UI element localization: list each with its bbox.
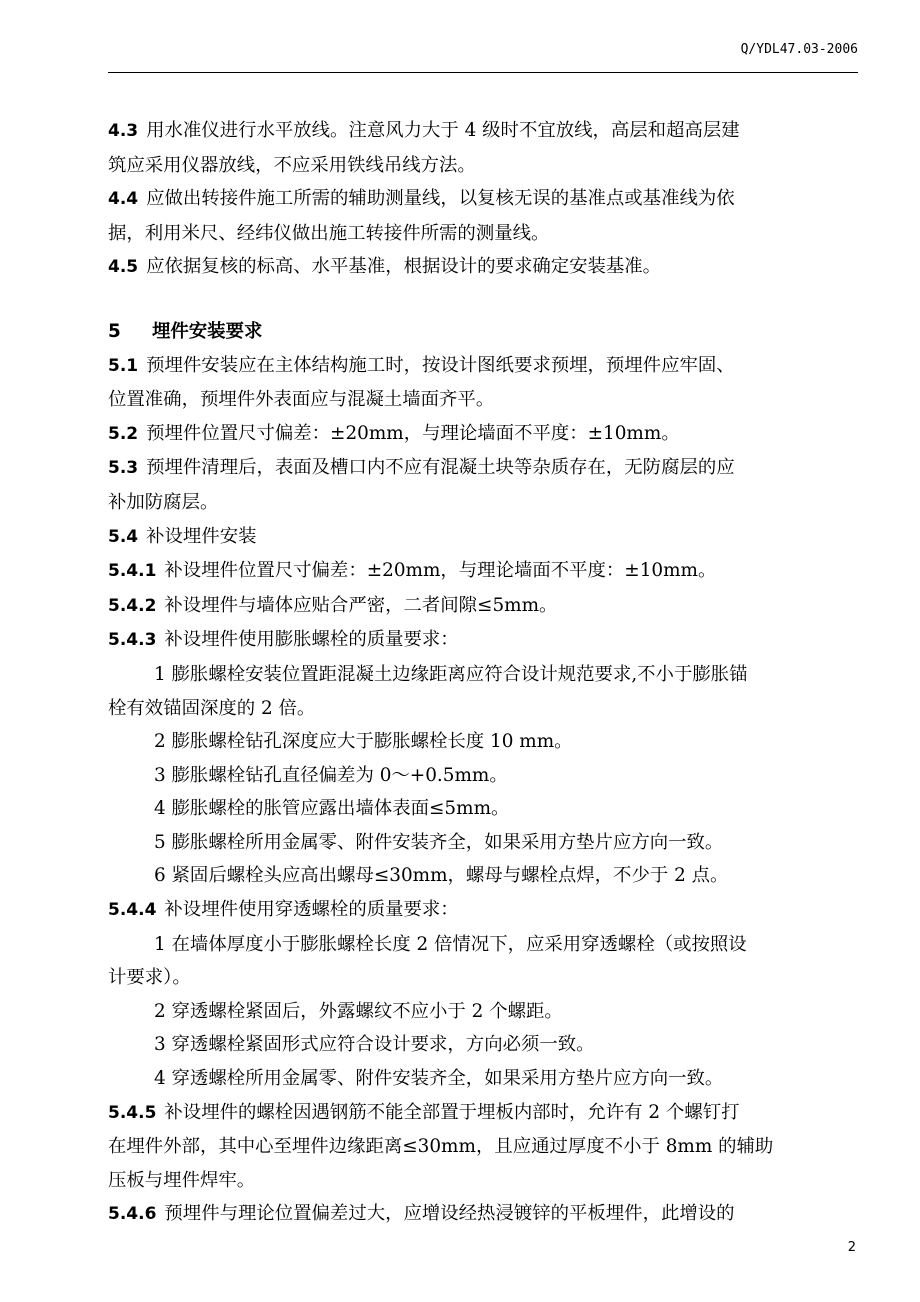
clause-text: 补设埋件与墙体应贴合严密，二者间隙≤5mm。 <box>164 594 558 616</box>
clause-text: 用水准仪进行水平放线。注意风力大于 4 级时不宜放线，高层和超高层建 <box>146 120 740 141</box>
clause-number: 5.4.6 <box>108 1204 157 1225</box>
paragraph-line <box>108 893 863 928</box>
paragraph-line <box>108 182 863 217</box>
clause-text: 计要求）。 <box>108 967 191 989</box>
paragraph-line <box>108 1028 863 1062</box>
clause-number: 5.3 <box>108 458 139 479</box>
paragraph-line <box>108 589 863 624</box>
paragraph-line <box>108 1096 863 1131</box>
clause-text: 预埋件与理论位置偏差过大，应增设经热浸镀锌的平板埋件，此增设的 <box>164 1203 735 1225</box>
paragraph-line <box>108 759 863 793</box>
paragraph-line <box>108 451 863 486</box>
clause-number: 5.4.1 <box>108 561 157 582</box>
paragraph-line <box>108 383 863 417</box>
paragraph-line <box>108 692 863 726</box>
clause-number: 5.2 <box>108 423 139 444</box>
paragraph-line <box>108 859 863 893</box>
clause-number: 5.4.2 <box>108 595 157 616</box>
paragraph-line <box>108 250 863 285</box>
paragraph-line <box>108 1062 863 1096</box>
paragraph-line <box>108 417 863 452</box>
paragraph-line <box>108 149 863 183</box>
paragraph-line <box>108 792 863 826</box>
paragraph-line <box>108 520 863 555</box>
paragraph-line <box>108 826 863 860</box>
clause-text: 1 膨胀螺栓安装位置距混凝土边缘距离应符合设计规范要求,不小于膨胀锚 <box>154 663 748 685</box>
clause-text: 2 穿透螺栓紧固后，外露螺纹不应小于 2 个螺距。 <box>154 1000 563 1022</box>
clause-number: 4.4 <box>108 189 139 210</box>
clause-number: 5.4 <box>108 526 139 547</box>
clause-text: 补设埋件的螺栓因遇钢筋不能全部置于埋板内部时，允许有 2 个螺钉打 <box>164 1101 740 1123</box>
clause-text: 压板与埋件焊牢。 <box>108 1169 256 1191</box>
paragraph-line <box>108 217 863 251</box>
clause-text: 位置准确，预埋件外表面应与混凝土墙面齐平。 <box>108 389 495 411</box>
clause-text: 6 紧固后螺栓头应高出螺母≤30mm，螺母与螺栓点焊，不少于 2 点。 <box>154 865 729 887</box>
clause-text: 预埋件位置尺寸偏差：±20mm，与理论墙面不平度：±10mm。 <box>146 422 680 444</box>
clause-text: 据，利用米尺、经纬仪做出施工转接件所需的测量线。 <box>108 222 550 244</box>
paragraph-line <box>108 1164 863 1198</box>
clause-text: 补设埋件安装 <box>146 525 257 547</box>
clause-text: 筑应采用仪器放线，不应采用铁线吊线方法。 <box>108 154 476 176</box>
paragraph-line <box>108 349 863 384</box>
section-number: 5 <box>108 320 121 342</box>
clause-text: 4 膨胀螺栓的胀管应露出墙体表面≤5mm。 <box>154 798 510 820</box>
paragraph-line <box>108 554 863 589</box>
clause-text: 3 膨胀螺栓钻孔直径偏差为 0～+0.5mm。 <box>154 764 508 786</box>
clause-text: 补加防腐层。 <box>108 491 219 513</box>
clause-text: 2 膨胀螺栓钻孔深度应大于膨胀螺栓长度 10 mm。 <box>154 731 573 753</box>
paragraph-line <box>108 658 863 692</box>
paragraph-line <box>108 961 863 995</box>
clause-text: 栓有效锚固深度的 2 倍。 <box>108 697 316 719</box>
document-code: Q/YDL47.03-2006 <box>740 42 858 57</box>
clause-number: 5.1 <box>108 355 139 376</box>
clause-number: 5.4.5 <box>108 1102 157 1123</box>
clause-number: 5.4.4 <box>108 900 157 921</box>
clause-number: 5.4.3 <box>108 630 157 651</box>
paragraph-line <box>108 114 863 149</box>
clause-text: 补设埋件位置尺寸偏差：±20mm，与理论墙面不平度：±10mm。 <box>164 560 717 582</box>
header-rule <box>108 72 858 73</box>
section-heading <box>108 315 863 349</box>
paragraph-line <box>108 486 863 520</box>
clause-number: 4.3 <box>108 121 139 141</box>
paragraph-line <box>108 1197 863 1232</box>
clause-text: 补设埋件使用穿透螺栓的质量要求： <box>164 899 459 921</box>
clause-text: 5 膨胀螺栓所用金属零、附件安装齐全，如果采用方垫片应方向一致。 <box>154 831 724 853</box>
clause-text: 1 在墙体厚度小于膨胀螺栓长度 2 倍情况下，应采用穿透螺栓（或按照设 <box>154 933 747 955</box>
document-body <box>108 114 863 1232</box>
section-title: 埋件安装要求 <box>152 320 263 342</box>
clause-text: 补设埋件使用膨胀螺栓的质量要求： <box>164 629 459 651</box>
section-5-paragraphs <box>108 349 863 1232</box>
paragraph-line <box>108 623 863 658</box>
clause-text: 在埋件外部，其中心至埋件边缘距离≤30mm，且应通过厚度不小于 8mm 的辅助 <box>108 1136 774 1158</box>
page-number: 2 <box>847 1240 856 1255</box>
clause-text: 应做出转接件施工所需的辅助测量线，以复核无误的基准点或基准线为依 <box>146 188 735 210</box>
paragraph-line <box>108 928 863 962</box>
clause-text: 应依据复核的标高、水平基准，根据设计的要求确定安装基准。 <box>146 256 662 278</box>
paragraph-line <box>108 725 863 759</box>
paragraph-line <box>108 995 863 1029</box>
clause-text: 预埋件清理后，表面及槽口内不应有混凝土块等杂质存在，无防腐层的应 <box>146 457 735 479</box>
clause-text: 预埋件安装应在主体结构施工时，按设计图纸要求预埋，预埋件应牢固、 <box>146 354 735 376</box>
paragraph-line <box>108 1130 863 1164</box>
clause-number: 4.5 <box>108 257 139 278</box>
clause-text: 3 穿透螺栓紧固形式应符合设计要求，方向必须一致。 <box>154 1034 595 1056</box>
section-4-paragraphs <box>108 114 863 285</box>
clause-text: 4 穿透螺栓所用金属零、附件安装齐全，如果采用方垫片应方向一致。 <box>154 1068 724 1090</box>
